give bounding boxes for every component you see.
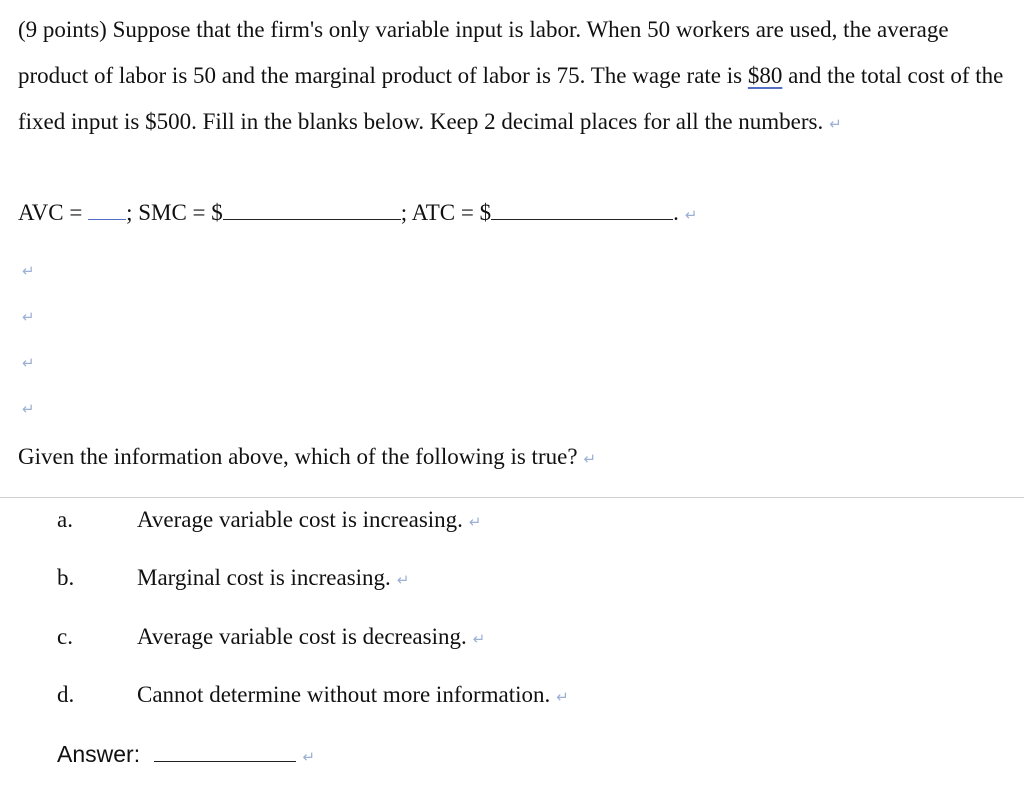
option-d-text: Cannot determine without more information.: [137, 682, 551, 707]
option-a-letter: a.: [57, 507, 73, 532]
paragraph-mark-icon: ↵: [472, 630, 486, 648]
paragraph-mark-icon: ↵: [22, 308, 35, 326]
answer-blank[interactable]: [154, 743, 296, 762]
paragraph-mark-icon: ↵: [22, 354, 35, 372]
paragraph-mark-icon: ↵: [468, 513, 482, 531]
option-d[interactable]: [137, 682, 569, 708]
option-b[interactable]: [137, 565, 409, 591]
question-paragraph: [18, 7, 1008, 147]
paragraph-mark-icon: ↵: [22, 262, 35, 280]
mc-prompt: [18, 444, 596, 470]
atc-blank[interactable]: [491, 201, 673, 220]
paragraph-mark-icon: ↵: [396, 571, 410, 589]
section-divider: [0, 497, 1024, 498]
paragraph-mark-icon: ↵: [684, 206, 698, 224]
question-text: Suppose that the firm's only variable input is labor. When 50 workers are used, the average product of labor is 50 and the marginal product of labor is 75. The wage rate is: [18, 17, 949, 88]
answer-line: [57, 741, 315, 768]
blanks-end: .: [673, 200, 679, 225]
smc-blank[interactable]: [223, 201, 401, 220]
avc-label: AVC =: [18, 200, 83, 225]
paragraph-mark-icon: ↵: [22, 400, 35, 418]
paragraph-mark-icon: ↵: [556, 688, 569, 706]
mc-prompt-text: Given the information above, which of the following is true?: [18, 444, 578, 469]
avc-blank[interactable]: [88, 201, 126, 220]
wage-value: $80: [747, 63, 783, 88]
blanks-line: [18, 200, 697, 226]
option-b-letter: b.: [57, 565, 75, 590]
option-a[interactable]: [137, 507, 482, 533]
option-a-text: Average variable cost is increasing.: [137, 507, 463, 532]
option-c-text: Average variable cost is decreasing.: [137, 624, 467, 649]
option-c[interactable]: [137, 624, 485, 650]
option-d-letter: d.: [57, 682, 75, 707]
question-text-2: and the total cost of the fixed input is $500. Fill in the blanks below. Keep 2 decimal places for all the numbers.: [18, 63, 1004, 134]
smc-label: ; SMC = $: [126, 200, 223, 225]
points-label: (9 points): [18, 17, 107, 42]
atc-label: ; ATC = $: [400, 200, 492, 225]
option-c-letter: c.: [57, 624, 73, 649]
paragraph-mark-icon: ↵: [583, 450, 597, 468]
paragraph-mark-icon: ↵: [829, 115, 842, 133]
answer-label: Answer:: [57, 741, 141, 767]
option-b-text: Marginal cost is increasing.: [137, 565, 391, 590]
paragraph-mark-icon: ↵: [302, 748, 316, 766]
